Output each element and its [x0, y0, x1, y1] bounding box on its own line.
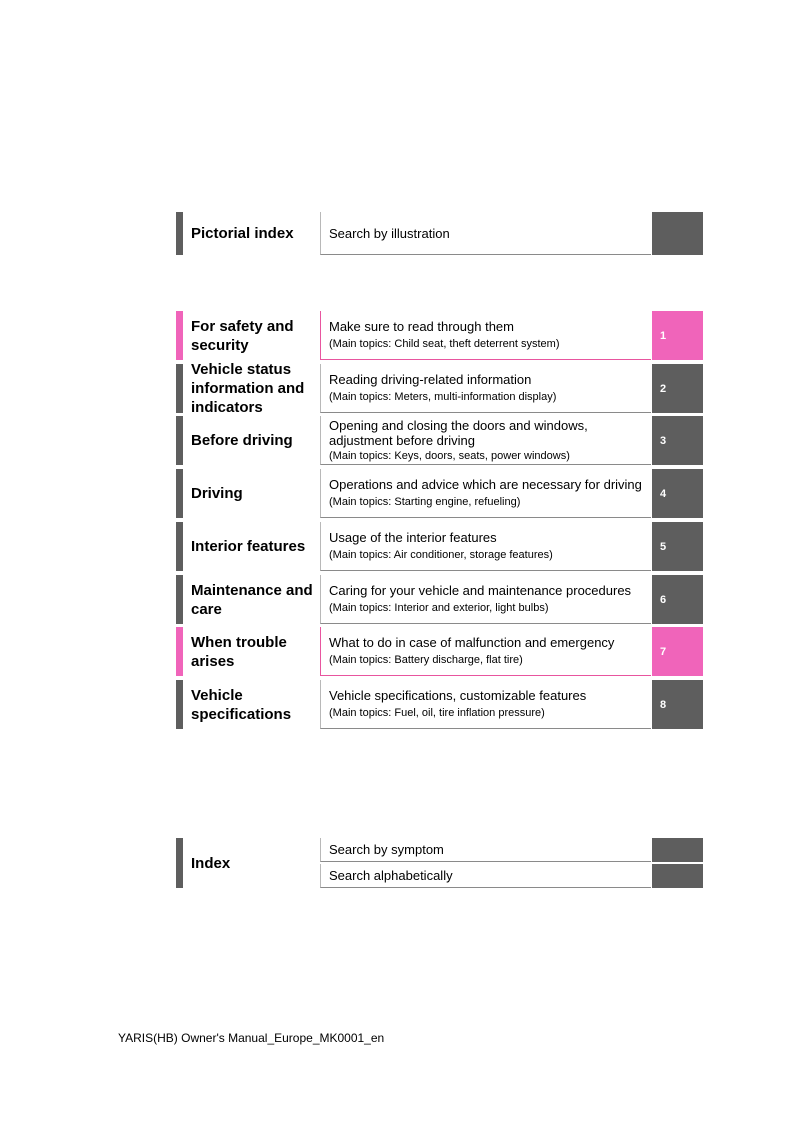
section-main: Usage of the interior features — [329, 530, 497, 545]
section-tab[interactable]: 2 — [652, 364, 703, 413]
index-row — [176, 838, 703, 888]
section-row-3[interactable] — [176, 416, 703, 465]
section-title: Vehicle specifications — [191, 686, 292, 723]
section-main: Operations and advice which are necessary for driving — [329, 477, 642, 492]
section-row-4[interactable] — [176, 469, 703, 518]
section-main: Caring for your vehicle and maintenance procedures — [329, 583, 632, 598]
section-title: When trouble arises — [191, 633, 287, 670]
section-desc — [320, 311, 651, 360]
section-main: Reading driving-related information — [329, 372, 532, 387]
section-bar — [176, 416, 183, 465]
section-topics: (Main topics: Keys, doors, seats, power windows) — [329, 449, 570, 462]
search-by-symptom-tab[interactable] — [652, 838, 703, 862]
section-desc — [320, 364, 651, 413]
section-title: Maintenance and care — [191, 581, 313, 618]
search-alphabetically-link[interactable]: Search alphabetically — [320, 864, 651, 888]
section-bar — [176, 364, 183, 413]
index-title: Index — [191, 854, 231, 872]
section-topics: (Main topics: Battery discharge, flat tire) — [329, 654, 523, 666]
section-desc — [320, 680, 651, 729]
section-tab[interactable]: 3 — [652, 416, 703, 465]
section-desc — [320, 416, 651, 465]
pictorial-index-main: Search by illustration — [329, 225, 450, 241]
section-bar — [176, 212, 183, 255]
section-desc — [320, 522, 651, 571]
section-row-5[interactable] — [176, 522, 703, 571]
section-title: Vehicle status information and indicators — [191, 361, 305, 416]
section-title: For safety and security — [191, 317, 294, 354]
section-desc — [320, 469, 651, 518]
section-topics: (Main topics: Fuel, oil, tire inflation pressure) — [329, 707, 545, 719]
section-main: What to do in case of malfunction and emergency — [329, 635, 615, 650]
section-bar — [176, 680, 183, 729]
section-row-2[interactable] — [176, 361, 703, 416]
section-bar — [176, 838, 183, 888]
section-row-1[interactable] — [176, 311, 703, 360]
section-title: Before driving — [191, 432, 293, 449]
section-bar — [176, 311, 183, 360]
section-tab[interactable]: 5 — [652, 522, 703, 571]
section-bar — [176, 627, 183, 676]
section-desc — [320, 575, 651, 624]
section-tab[interactable]: 4 — [652, 469, 703, 518]
section-topics: (Main topics: Interior and exterior, light bulbs) — [329, 602, 549, 614]
section-topics: (Main topics: Air conditioner, storage features) — [329, 549, 553, 561]
section-tab[interactable]: 6 — [652, 575, 703, 624]
pictorial-index-row[interactable] — [176, 212, 703, 255]
section-tab[interactable]: 8 — [652, 680, 703, 729]
section-topics: (Main topics: Child seat, theft deterrent system) — [329, 338, 560, 350]
section-topics: (Main topics: Meters, multi-information display) — [329, 391, 557, 403]
section-main: Vehicle specifications, customizable features — [329, 688, 587, 703]
section-topics: (Main topics: Starting engine, refueling) — [329, 496, 521, 508]
section-tab[interactable]: 1 — [652, 311, 703, 360]
search-alphabetically-tab[interactable] — [652, 864, 703, 888]
section-main: Make sure to read through them — [329, 319, 514, 334]
search-by-symptom-link[interactable]: Search by symptom — [320, 838, 651, 862]
pictorial-index-title: Pictorial index — [191, 225, 294, 242]
section-bar — [176, 469, 183, 518]
pictorial-index-desc — [320, 212, 651, 255]
section-bar — [176, 575, 183, 624]
footer-text: YARIS(HB) Owner's Manual_Europe_MK0001_en — [118, 1031, 385, 1045]
section-row-8[interactable] — [176, 680, 703, 729]
pictorial-index-tab[interactable] — [652, 212, 703, 255]
section-title: Driving — [191, 485, 243, 502]
section-main: Opening and closing the doors and windows, adjustment before driving — [329, 417, 588, 448]
section-desc — [320, 627, 651, 676]
section-tab[interactable]: 7 — [652, 627, 703, 676]
section-bar — [176, 522, 183, 571]
section-row-7[interactable] — [176, 627, 703, 676]
section-row-6[interactable] — [176, 575, 703, 624]
section-title: Interior features — [191, 538, 306, 555]
